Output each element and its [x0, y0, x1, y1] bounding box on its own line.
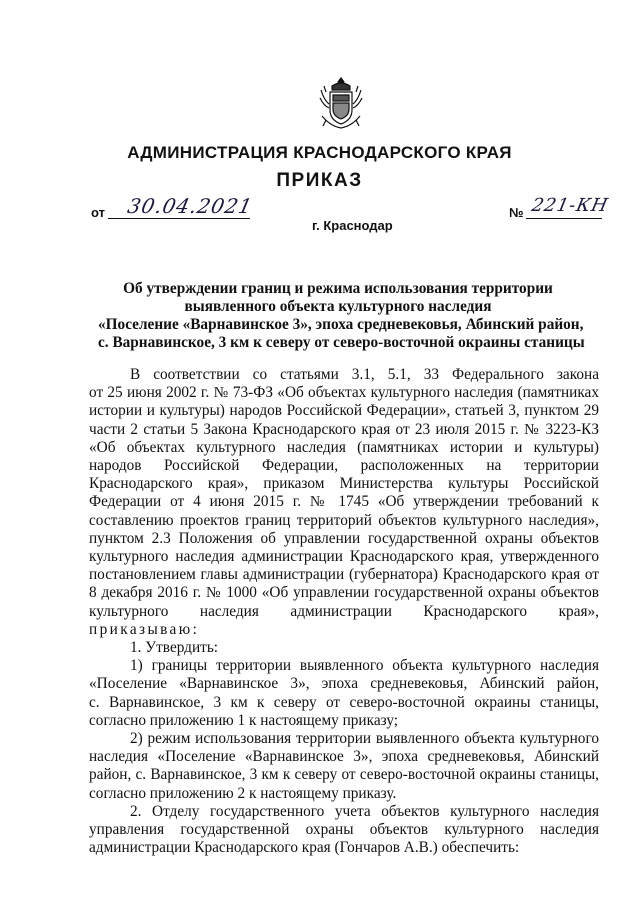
date-underline — [108, 218, 250, 219]
body-line: согласно приложению 1 к настоящему приказу; — [89, 711, 399, 729]
body-line: согласно приложению 2 к настоящему приказу. — [89, 784, 397, 802]
body-line: части 2 статьи 5 Закона Краснодарского края от 23 июля 2015 г. № 3223-КЗ — [89, 420, 599, 438]
body-line: Краснодарского края», приказом Министерства культуры Российской — [89, 475, 599, 493]
body-line: постановлением главы администрации (губернатора) Краснодарского края от — [89, 566, 599, 584]
body-line: «Об объектах культурного наследия (памятниках истории и культуры) — [89, 438, 599, 456]
body-line: с. Варнавинское, 3 км к северу от северо-восточной окраины станицы, — [89, 693, 599, 711]
body-line: Федерации от 4 июня 2015 г. № 1745 «Об утверждении требований к — [89, 493, 599, 511]
body-line: истории и культуры) народов Российской Федерации», статьей 3, пунктом 29 — [89, 402, 599, 420]
date-prefix: от — [91, 205, 105, 220]
title-line: выявленного объекта культурного наследия — [184, 298, 492, 315]
title-line: Об утверждении границ и режима использования территории — [123, 280, 553, 297]
body-line: 1) границы территории выявленного объекта культурного наследия — [130, 657, 599, 675]
body-line: составлению проектов границ территорий объектов культурного наследия», — [89, 511, 599, 529]
body-line: от 25 июня 2002 г. № 73-ФЗ «Об объектах культурного наследия (памятниках — [89, 384, 599, 402]
body-line: администрации Краснодарского края (Гончаров А.В.) обеспечить: — [89, 839, 520, 857]
body-line-order-word: приказываю: — [89, 620, 200, 638]
number-underline — [526, 218, 602, 219]
body-line: культурного наследия администрации Краснодарского края, утвержденного — [89, 548, 599, 566]
title-line: с. Варнавинское, 3 км к северу от северо-восточной окраины станицы — [98, 334, 585, 351]
document-type: ПРИКАЗ — [276, 170, 363, 191]
organization-name: АДМИНИСТРАЦИЯ КРАСНОДАРСКОГО КРАЯ — [127, 143, 512, 162]
body-line: «Поселение «Варнавинское 3», эпоха средневековья, Абинский район, — [89, 675, 599, 693]
body-line: пунктом 2.3 Положения об управлении государственной охраны объектов — [89, 529, 599, 547]
handwritten-number: 221-КН — [529, 195, 611, 216]
body-line: 1. Утвердить: — [130, 639, 219, 657]
body-line: народов Российской Федерации, расположенных на территории — [89, 457, 599, 475]
title-line: «Поселение «Варнавинское 3», эпоха средневековья, Абинский район, — [98, 316, 584, 333]
document-title — [98, 280, 585, 352]
number-prefix: № — [509, 205, 524, 220]
city-name: г. Краснодар — [312, 218, 393, 233]
handwritten-date: 30.04.2021 — [125, 194, 256, 218]
body-line: управления государственной охраны объектов культурного наследия — [89, 821, 599, 839]
body-line: 2. Отделу государственного учета объектов культурного наследия — [130, 802, 599, 820]
document-body — [89, 366, 599, 857]
body-line: наследия «Поселение «Варнавинское 3», эпоха средневековья, Абинский — [89, 748, 599, 766]
coat-of-arms-emblem — [318, 76, 364, 130]
body-line: культурного наследия администрации Краснодарского края», — [89, 602, 599, 620]
body-line: район, с. Варнавинское, 3 км к северу от северо-восточной окраины станицы, — [89, 766, 599, 784]
body-line: В соответствии со статьями 3.1, 5.1, 33 Федерального закона — [130, 366, 599, 383]
body-line: 2) режим использования территории выявленного объекта культурного — [130, 730, 599, 748]
body-line: 8 декабря 2016 г. № 1000 «Об управлении государственной охраны объектов — [89, 584, 599, 602]
